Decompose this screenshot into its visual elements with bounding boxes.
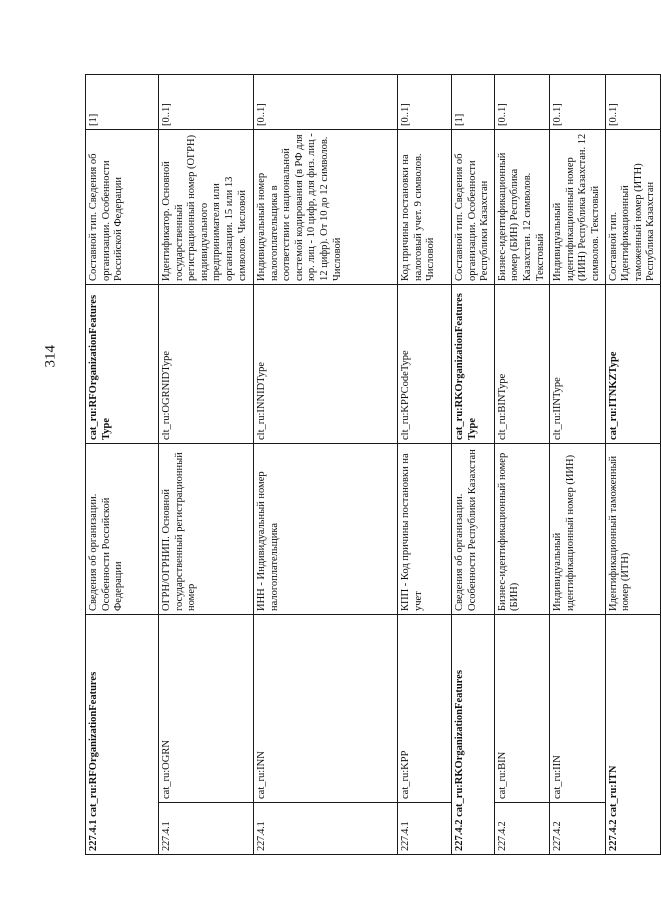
table-row: [494, 75, 549, 855]
table-row: [398, 75, 452, 855]
element-name: cat_ru:OGRN: [159, 615, 254, 803]
element-name: cat_ru:IIN: [550, 615, 605, 803]
table-row: [86, 75, 159, 855]
table-row: [605, 75, 660, 855]
multiplicity: [0..1]: [550, 75, 605, 130]
multiplicity: [0..1]: [254, 75, 398, 130]
element-type: clt_ru:OGRNIDType: [159, 285, 254, 444]
element-description: Бизнес-идентификационный номер (БИН): [494, 444, 549, 615]
element-name: cat_ru:BIN: [494, 615, 549, 803]
table-row: [550, 75, 605, 855]
element-type: clt_ru:BINType: [494, 285, 549, 444]
multiplicity: [0..1]: [494, 75, 549, 130]
element-cell: [452, 615, 495, 855]
type-description: Код причины постановки на налоговый учет. 9 символов. Числовой: [398, 130, 452, 285]
multiplicity: [1]: [452, 75, 495, 130]
element-description: КПП - Код причины постановки на учет: [398, 444, 452, 615]
multiplicity: [0..1]: [398, 75, 452, 130]
row-number: 227.4.2: [607, 819, 619, 851]
element-type: clt_ru:IINType: [550, 285, 605, 444]
element-name: cat_ru:INN: [254, 615, 398, 803]
elements-table: [85, 74, 661, 855]
element-description: ОГРН/ОГРНИП. Основной государственный регистрационный номер: [159, 444, 254, 615]
elements-table-body: [86, 75, 661, 855]
row-number: 227.4.2: [550, 803, 605, 855]
element-type: clt_ru:INNIDType: [254, 285, 398, 444]
element-description: ИНН - Индивидуальный номер налогоплательщика: [254, 444, 398, 615]
table-row: [452, 75, 495, 855]
type-description: Составной тип. Сведения об организации. Особенности Российской Федерации: [86, 130, 159, 285]
row-number: 227.4.1: [88, 819, 99, 851]
type-description: Составной тип. Идентификационный таможенный номер (ИТН) Республика Казахстан: [605, 130, 660, 285]
element-type: cat_ru:RFOrganizationFeatures Type: [86, 285, 159, 444]
multiplicity: [0..1]: [159, 75, 254, 130]
row-number: 227.4.2: [494, 803, 549, 855]
element-description: Идентификационный таможенный номер (ИТН): [605, 444, 660, 615]
type-description: Идентификатор. Основной государственный регистрационный номер (ОГРН) индивидуального предпринимателя или организации. 15 или 13 символов. Числовой: [159, 130, 254, 285]
element-type: cat_ru:ITNKZType: [605, 285, 660, 444]
multiplicity: [1]: [86, 75, 159, 130]
table-row: [254, 75, 398, 855]
element-cell: [605, 615, 660, 855]
element-name: cat_ru:KPP: [398, 615, 452, 803]
rotated-page-content: [85, 5, 657, 855]
type-description: Составной тип. Сведения об организации. Особенности Республики Казахстан: [452, 130, 495, 285]
element-description: Сведения об организации. Особенности Республики Казахстан: [452, 444, 495, 615]
multiplicity: [0..1]: [605, 75, 660, 130]
type-description: Индивидуальный номер налогоплательщика в соответствии с национальной системой кодирования (в РФ для юр. лиц - 10 цифр, для физ. лиц - 12 цифр). От 10 до 12 символов. Числовой: [254, 130, 398, 285]
table-row: [159, 75, 254, 855]
row-number: 227.4.1: [398, 803, 452, 855]
row-number: 227.4.1: [254, 803, 398, 855]
row-number: 227.4.1: [159, 803, 254, 855]
element-description: Индивидуальный идентификационный номер (ИИН): [550, 444, 605, 615]
page-number: 314: [42, 345, 59, 368]
element-description: Сведения об организации. Особенности Российской Федерации: [86, 444, 159, 615]
element-name: cat_ru:RFOrganizationFeatures: [88, 671, 99, 817]
element-type: clt_ru:KPPCodeType: [398, 285, 452, 444]
element-cell: [86, 615, 159, 855]
element-type: cat_ru:RKOrganizationFeatures Type: [452, 285, 495, 444]
type-description: Индивидуальный идентификационный номер (ИИН) Республика Казахстан. 12 символов. Текстовый: [550, 130, 605, 285]
element-name: cat_ru:ITN: [607, 765, 619, 817]
type-description: Бизнес-идентификационный номер (БИН) Республика Казахстан. 12 символов. Текстовый: [494, 130, 549, 285]
row-number: 227.4.2: [454, 819, 465, 851]
element-name: cat_ru:RKOrganizationFeatures: [454, 670, 465, 817]
